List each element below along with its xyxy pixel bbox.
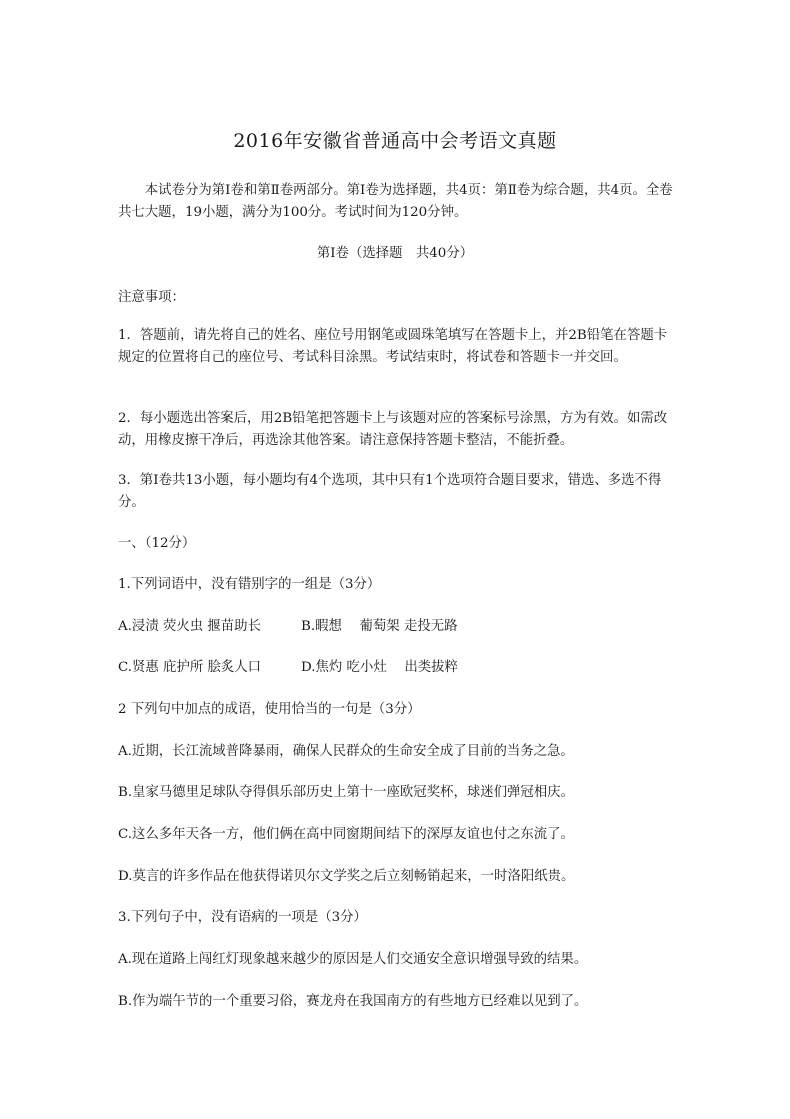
- section-heading: 第Ⅰ卷（选择题 共40分）: [316, 246, 474, 261]
- part-heading: 一、（12分）: [118, 536, 196, 551]
- notes-heading: 注意事项：: [118, 290, 185, 305]
- page-title: 2016年安徽省普通高中会考语文真题: [233, 130, 557, 152]
- question-stem: 1.下列词语中，没有错别字的一组是（3分）: [118, 577, 381, 592]
- question-stem: 2 下列句中加点的成语，使用恰当的一句是（3分）: [118, 702, 421, 717]
- option-c: C.贤惠 庇护所 脍炙人口: [118, 660, 262, 675]
- option-a: A.现在道路上闯红灯现象越来越少的原因是人们交通安全意识增强导致的结果。: [118, 952, 588, 967]
- intro-paragraph: 本试卷分为第Ⅰ卷和第Ⅱ卷两部分。第Ⅰ卷为选择题，共4页：第Ⅱ卷为综合题，共4页。全卷共七大题，19小题，满分为100分。考试时间为120分钟。: [118, 183, 673, 220]
- option-row: [118, 616, 678, 638]
- option-a: A.浸渍 荧火虫 揠苗助长: [118, 619, 261, 634]
- option-d: D.焦灼 吃小灶 出类拔粹: [301, 660, 458, 675]
- option-c: C.这么多年天各一方，他们俩在高中同窗期间结下的深厚友谊也付之东流了。: [118, 827, 574, 842]
- option-b: B.作为端午节的一个重要习俗，赛龙舟在我国南方的有些地方已经难以见到了。: [118, 994, 588, 1009]
- option-b: B.皇家马德里足球队夺得俱乐部历史上第十一座欧冠奖杯，球迷们弹冠相庆。: [118, 785, 574, 800]
- note-item: 2．每小题选出答案后，用2B铅笔把答题卡上与该题对应的答案标号涂黑，方为有效。如需改动，用橡皮擦干净后，再选涂其他答案。请注意保持答题卡整洁，不能折叠。: [118, 411, 668, 448]
- option-d: D.莫言的许多作品在他获得诺贝尔文学奖之后立刻畅销起来，一时洛阳纸贵。: [118, 869, 575, 884]
- note-item: 3．第Ⅰ卷共13小题，每小题均有4个选项，其中只有1个选项符合题目要求，错选、多选不得分。: [118, 473, 662, 510]
- question-stem: 3.下列句子中，没有语病的一项是（3分）: [118, 910, 367, 925]
- option-row: [118, 657, 678, 679]
- option-a: A.近期，长江流域普降暴雨，确保人民群众的生命安全成了目前的当务之急。: [118, 744, 574, 759]
- option-b: B.暇想 葡萄架 走投无路: [301, 619, 458, 634]
- note-item: 1．答题前，请先将自己的姓名、座位号用钢笔或圆珠笔填写在答题卡上，并2B铅笔在答题卡规定的位置将自己的座位号、考试科目涂黑。考试结束时，将试卷和答题卡一并交回。: [118, 328, 668, 365]
